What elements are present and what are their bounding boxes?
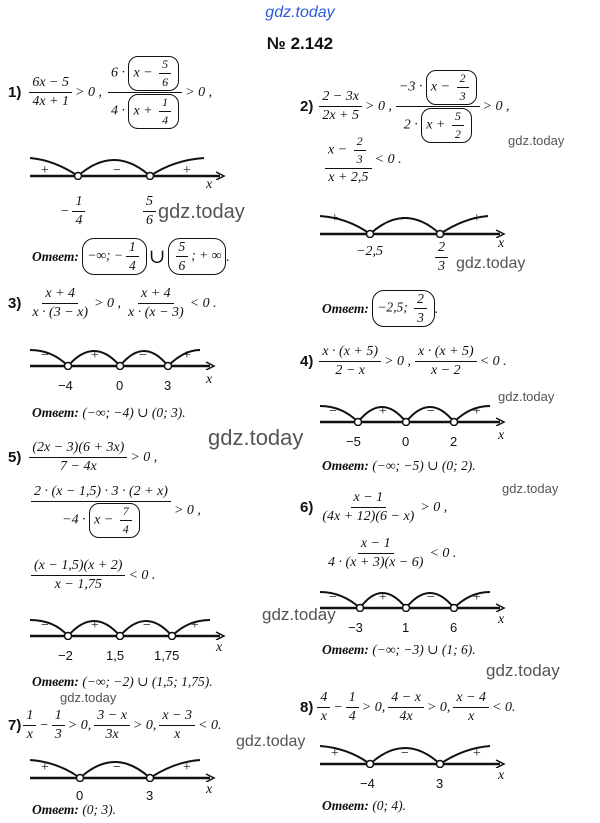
sign: + [90, 618, 100, 633]
problem-2-number-line [318, 208, 518, 238]
problem-1-number: 1) [8, 84, 22, 101]
problem-7-expression: 7) $\frac{1}{x}$ − $\frac{1}{3}$ > 0, $\frac{3 - x}{3x}$ > 0, $\frac{x - 3}{x}$ < 0. [8, 708, 222, 742]
problem-6-expression-2: $\frac{x - 1}{4 \cdot (x + 3)(x - 6)}$ < 0 . [328, 536, 457, 570]
problem-5-number-line [28, 610, 238, 640]
problem-2-number: 2) [300, 98, 314, 115]
critical-point: 3 [436, 776, 444, 791]
sign: − [112, 760, 122, 775]
problem-1-answer: Ответ: −∞; − $\frac{1}{4}$ ∪ $\frac{5}{6}$ ; + ∞ . [32, 239, 230, 273]
sign: + [472, 746, 482, 761]
axis-label: x [206, 782, 213, 797]
critical-point: −5 [346, 434, 361, 449]
fraction-numerator: 6 · x − $\frac{5}{6}$ [108, 56, 182, 93]
problem-4-expression: 4) $\frac{x \cdot (x + 5)}{2 - x}$ > 0 , $\frac{x \cdot (x + 5)}{x - 2}$ < 0 . [300, 344, 507, 378]
critical-point: 2 [450, 434, 458, 449]
critical-point: 1 [402, 620, 410, 635]
problem-4-answer: Ответ: (−∞; −5) ∪ (0; 2). [322, 458, 476, 473]
sign: − [40, 348, 50, 363]
problem-5-expression: 5) $\frac{(2x - 3)(6 + 3x)}{7 - 4x}$ > 0 , [8, 440, 158, 474]
sign: + [330, 211, 340, 226]
problem-5-expression-3: $\frac{(x - 1,5)(x + 2)}{x - 1,75}$ < 0 . [28, 558, 155, 593]
problem-3-number-line [28, 340, 228, 370]
watermark: gdz.today [508, 133, 565, 148]
critical-point: 0 [76, 788, 84, 803]
sign: − [112, 163, 122, 178]
watermark: gdz.today [498, 389, 555, 404]
critical-point: $\frac{5}{6}$ [140, 194, 159, 229]
critical-point: 0 [116, 378, 124, 393]
problem-number: № 2.142 [266, 34, 334, 53]
sign: − [138, 348, 148, 363]
critical-point: −2 [58, 648, 73, 663]
axis-label: x [498, 768, 505, 783]
fraction-denominator: 4 · x + $\frac{1}{4}$ [108, 93, 182, 129]
watermark: gdz.today [60, 690, 117, 705]
problem-2-expression-3: x − $\frac{2}{3}$ x + 2,5 < 0 . [322, 134, 402, 186]
fraction-denominator: 4x + 1 [32, 94, 70, 109]
problem-6-expression: 6) $\frac{x - 1}{(4x + 12)(6 - x)}$ > 0 , [300, 490, 448, 524]
watermark: gdz.today [456, 255, 526, 272]
problem-6-answer: Ответ: (−∞; −3) ∪ (1; 6). [322, 642, 476, 657]
watermark: gdz.today [236, 733, 306, 750]
sign: − [328, 404, 338, 419]
critical-point: 3 [164, 378, 172, 393]
sign: − [426, 590, 436, 605]
sign: + [90, 348, 100, 363]
problem-5-answer: Ответ: (−∞; −2) ∪ (1,5; 1,75). [32, 674, 213, 689]
sign: + [182, 348, 192, 363]
watermark: gdz.today [502, 481, 559, 496]
sign: + [472, 404, 482, 419]
sign: + [378, 404, 388, 419]
axis-label: x [498, 612, 505, 627]
critical-point: −4 [58, 378, 73, 393]
critical-point: − $\frac{1}{4}$ [60, 194, 88, 229]
sign: + [472, 211, 482, 226]
watermark: gdz.today [158, 201, 245, 223]
problem-3-expression: 3) $\frac{x + 4}{x \cdot (3 - x)}$ > 0 , $\frac{x + 4}{x \cdot (x - 3)}$ < 0 . [8, 286, 217, 320]
watermark: gdz.today [208, 425, 304, 450]
sign: − [328, 590, 338, 605]
relation: > 0 , [185, 84, 213, 100]
problem-4-number-line [318, 396, 518, 426]
sign: + [190, 618, 200, 633]
critical-point: $\frac{2}{3}$ [432, 240, 451, 275]
sign: − [40, 618, 50, 633]
axis-label: x [206, 177, 213, 192]
critical-point: −4 [360, 776, 375, 791]
problem-1-expression [8, 56, 212, 129]
fraction-numerator: 6x − 5 [29, 75, 72, 93]
problem-2-answer: Ответ: −2,5; $\frac{2}{3}$ . [322, 291, 439, 325]
sign: + [40, 163, 50, 178]
relation: > 0 , [75, 84, 102, 100]
problem-5-expression-2: 2 · (x − 1,5) · 3 · (2 + x) −4 · x − $\frac{7}{4}$ > 0 , [28, 484, 201, 538]
axis-label: x [216, 640, 223, 655]
sign: − [400, 746, 410, 761]
critical-point: −2,5 [356, 244, 383, 259]
problem-1-number-line [28, 150, 228, 180]
sign: − [426, 404, 436, 419]
sign: − [400, 211, 410, 226]
sign: + [378, 590, 388, 605]
site-header-link[interactable]: gdz.today [265, 4, 335, 21]
sign: + [182, 760, 192, 775]
problem-6-number-line [318, 582, 518, 612]
sign: − [142, 618, 152, 633]
sign: + [40, 760, 50, 775]
critical-point: 6 [450, 620, 458, 635]
axis-label: x [206, 372, 213, 387]
critical-point: 1,5 [106, 648, 125, 663]
problem-8-expression: 8) $\frac{4}{x}$ − $\frac{1}{4}$ > 0, $\frac{4 - x}{4x}$ > 0, $\frac{x - 4}{x}$ < 0. [300, 690, 516, 724]
watermark: gdz.today [262, 605, 336, 624]
critical-point: −3 [348, 620, 363, 635]
critical-point: 3 [146, 788, 154, 803]
problem-8-number-line [318, 738, 518, 768]
axis-label: x [498, 428, 505, 443]
problem-7-number-line [28, 752, 228, 782]
problem-7-answer: Ответ: (0; 3). [32, 802, 117, 817]
sign: + [330, 746, 340, 761]
critical-point: 0 [402, 434, 410, 449]
sign: + [182, 163, 192, 178]
axis-label: x [498, 236, 505, 251]
critical-point: 1,75 [154, 648, 180, 663]
sign: + [472, 590, 482, 605]
problem-8-answer: Ответ: (0; 4). [322, 798, 407, 813]
watermark: gdz.today [486, 661, 560, 680]
problem-3-answer: Ответ: (−∞; −4) ∪ (0; 3). [32, 405, 186, 420]
problem-2-expression: 2) $\frac{2 - 3x}{2x + 5}$ > 0 , −3 · x − $\frac{2}{3}$ 2 · x + $\frac{5}{2}$ > 0 , [300, 71, 510, 141]
